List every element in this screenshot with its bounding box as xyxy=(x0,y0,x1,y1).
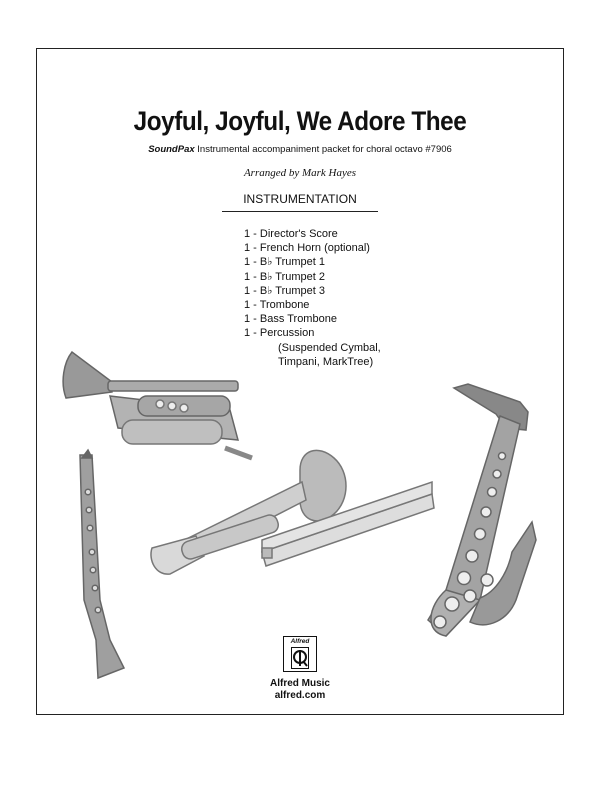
list-item: 1 - Bass Trombone xyxy=(244,313,337,326)
instrumentation-heading: INSTRUMENTATION xyxy=(222,192,378,212)
list-item: 1 - B♭ Trumpet 2 xyxy=(244,270,326,283)
percussion-detail-line: Timpani, MarkTree) xyxy=(278,355,374,368)
saxophone-icon xyxy=(428,384,536,636)
list-item: 1 - Percussion xyxy=(244,327,315,340)
page-title: Joyful, Joyful, We Adore Thee xyxy=(133,106,467,136)
arranger-credit: Arranged by Mark Hayes xyxy=(243,167,357,179)
subtitle-brand: SoundPax xyxy=(148,144,195,155)
publisher-name: Alfred Music xyxy=(269,678,330,689)
trombone-icon xyxy=(151,450,434,574)
trumpet-icon xyxy=(63,352,252,458)
logo-word: Alfred xyxy=(290,638,310,645)
list-item: 1 - B♭ Trumpet 1 xyxy=(244,256,326,269)
alfred-logo-icon xyxy=(283,636,317,672)
subtitle-text: Instrumental accompaniment packet for choral octavo #7906 xyxy=(194,144,452,155)
subtitle xyxy=(0,144,600,155)
list-item: 1 - French Horn (optional) xyxy=(244,242,370,255)
instrumentation-list xyxy=(244,227,381,369)
list-item: 1 - Director's Score xyxy=(244,228,338,240)
list-item: 1 - Trombone xyxy=(244,299,310,312)
publisher-url[interactable]: alfred.com xyxy=(274,690,326,701)
percussion-detail-line: (Suspended Cymbal, xyxy=(278,341,381,354)
list-item: 1 - B♭ Trumpet 3 xyxy=(244,284,326,297)
logo-emblem-icon xyxy=(291,647,309,669)
clarinet-icon xyxy=(80,450,124,678)
